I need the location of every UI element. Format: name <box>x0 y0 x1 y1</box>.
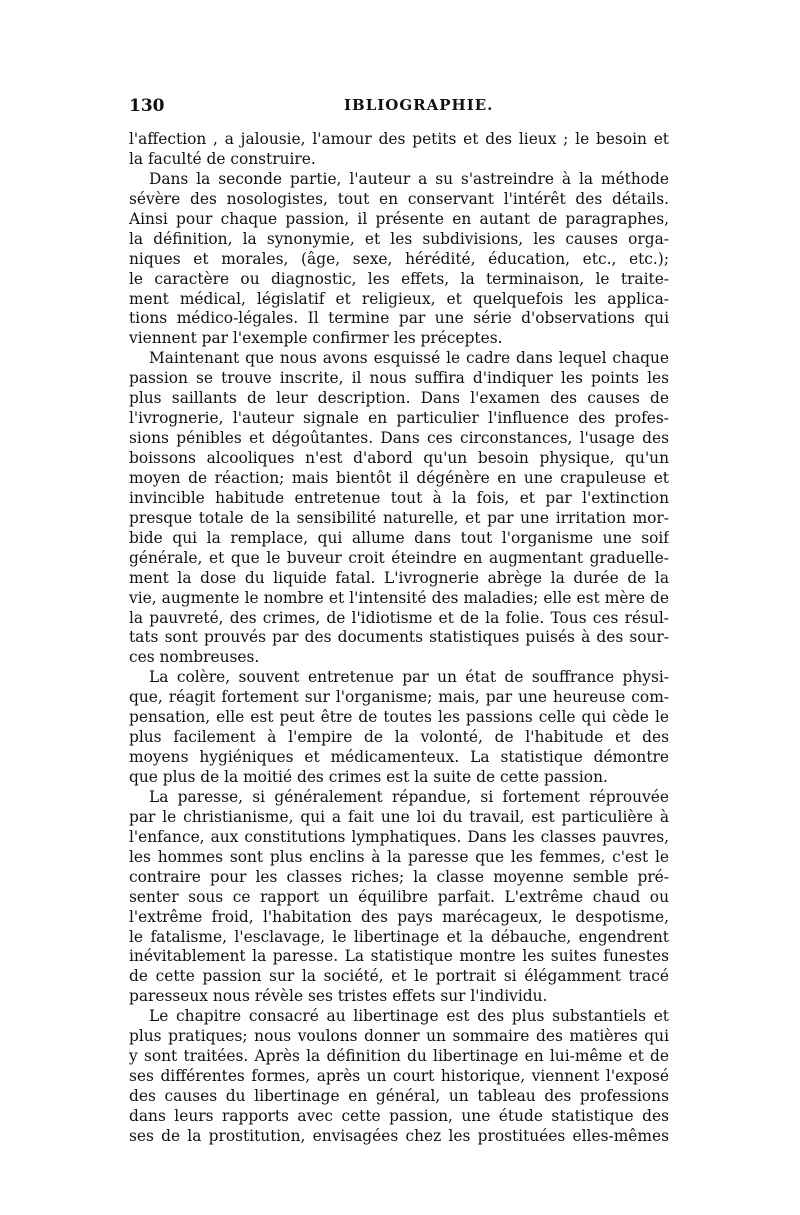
text-line: que, réagit fortement sur l'organisme; mais, par une heureuse com- <box>129 688 669 707</box>
text-line: Le chapitre consacré au libertinage est des plus substantiels et <box>149 1007 669 1026</box>
text-line: presque totale de la sensibilité naturelle, et par une irritation mor- <box>129 508 669 527</box>
text-line: invincible habitude entretenue tout à la fois, et par l'extinction <box>129 488 669 507</box>
text-line: des causes du libertinage en général, un tableau des professions <box>129 1087 669 1105</box>
text-line: la définition, la synonymie, et les subdivisions, les causes orga- <box>129 229 669 248</box>
text-line: Dans la seconde partie, l'auteur a su s'astreindre à la méthode <box>149 169 669 188</box>
text-line: l'enfance, aux constitutions lymphatiques. Dans les classes pauvres, <box>129 827 669 846</box>
text-line: tats sont prouvés par des documents statistiques puisés à des sour- <box>129 628 669 647</box>
text-line: Maintenant que nous avons esquissé le cadre dans lequel chaque <box>149 349 669 368</box>
text-line: plus pratiques; nous voulons donner un sommaire des matières qui <box>129 1027 669 1046</box>
text-line: Ainsi pour chaque passion, il présente en autant de paragraphes, <box>129 209 669 228</box>
text-line: boissons alcooliques n'est d'abord qu'un besoin physique, qu'un <box>129 449 669 467</box>
text-line: viennent par l'exemple confirmer les préceptes. <box>129 329 503 348</box>
text-line: ses différentes formes, après un court historique, viennent l'exposé <box>129 1067 669 1086</box>
text-line: inévitablement la paresse. La statistique montre les suites funestes <box>129 947 669 966</box>
text-line: y sont traitées. Après la définition du libertinage en lui-même et de <box>129 1047 669 1066</box>
text-line: dans leurs rapports avec cette passion, une étude statistique des <box>129 1106 669 1125</box>
page-number: 130 <box>129 96 165 116</box>
text-line: ment la dose du liquide fatal. L'ivrognerie abrège la durée de la <box>129 568 669 587</box>
text-line: ment médical, législatif et religieux, et quelquefois les applica- <box>129 289 669 308</box>
text-line: le fatalisme, l'esclavage, le libertinage et la débauche, engendrent <box>129 927 669 946</box>
text-line: la pauvreté, des crimes, de l'idiotisme et de la folie. Tous ces résul- <box>129 608 669 627</box>
text-line: moyens hygiéniques et médicamenteux. La statistique démontre <box>129 748 669 767</box>
body-text <box>129 130 669 1147</box>
text-line: la faculté de construire. <box>129 149 316 168</box>
text-line: plus saillants de leur description. Dans l'examen des causes de <box>129 389 669 408</box>
text-line: le caractère ou diagnostic, les effets, la terminaison, le traite- <box>129 269 669 288</box>
text-line: vie, augmente le nombre et l'intensité des maladies; elle est mère de <box>129 588 669 607</box>
text-line: de cette passion sur la société, et le portrait si élégamment tracé <box>129 967 669 986</box>
text-line: niques et morales, (âge, sexe, hérédité, éducation, etc., etc.); <box>129 249 669 268</box>
text-line: tions médico-légales. Il termine par une série d'observations qui <box>129 309 669 328</box>
text-line: générale, et que le buveur croit éteindre en augmentant graduelle- <box>129 548 669 567</box>
text-line: plus facilement à l'empire de la volonté, de l'habitude et des <box>129 728 669 747</box>
text-line: La colère, souvent entretenue par un état de souffrance physi- <box>149 668 669 687</box>
text-line: bide qui la remplace, qui allume dans tout l'organisme une soif <box>129 528 669 547</box>
text-line: que plus de la moitié des crimes est la suite de cette passion. <box>129 768 608 786</box>
text-line: l'extrême froid, l'habitation des pays marécageux, le despotisme, <box>129 907 669 926</box>
text-line: sions pénibles et dégoûtantes. Dans ces circonstances, l'usage des <box>129 429 669 448</box>
text-line: moyen de réaction; mais bientôt il dégénère en une crapuleuse et <box>129 468 669 487</box>
text-line: par le christianisme, qui a fait une loi du travail, est particulière à <box>129 807 669 826</box>
text-line: les hommes sont plus enclins à la paresse que les femmes, c'est le <box>129 847 669 866</box>
text-line: contraire pour les classes riches; la classe moyenne semble pré- <box>129 867 669 886</box>
text-line: l'ivrognerie, l'auteur signale en particulier l'influence des profes- <box>129 409 669 428</box>
text-line: ces nombreuses. <box>129 648 260 667</box>
page-header <box>129 96 669 122</box>
text-line: sévère des nosologistes, tout en conservant l'intérêt des détails. <box>129 189 669 208</box>
text-line: senter sous ce rapport un équilibre parfait. L'extrême chaud ou <box>129 887 669 906</box>
text-line: l'affection , a jalousie, l'amour des petits et des lieux ; le besoin et <box>129 130 669 148</box>
text-line: paresseux nous révèle ses tristes effets sur l'individu. <box>129 987 548 1006</box>
text-line: pensation, elle est peut être de toutes les passions celle qui cède le <box>129 708 669 727</box>
text-line: passion se trouve inscrite, il nous suffira d'indiquer les points les <box>129 369 669 388</box>
text-line: La paresse, si généralement répandue, si fortement réprouvée <box>149 787 669 806</box>
text-line: ses de la prostitution, envisagées chez les prostituées elles-mêmes <box>129 1126 669 1145</box>
running-title: IBLIOGRAPHIE. <box>344 96 494 114</box>
